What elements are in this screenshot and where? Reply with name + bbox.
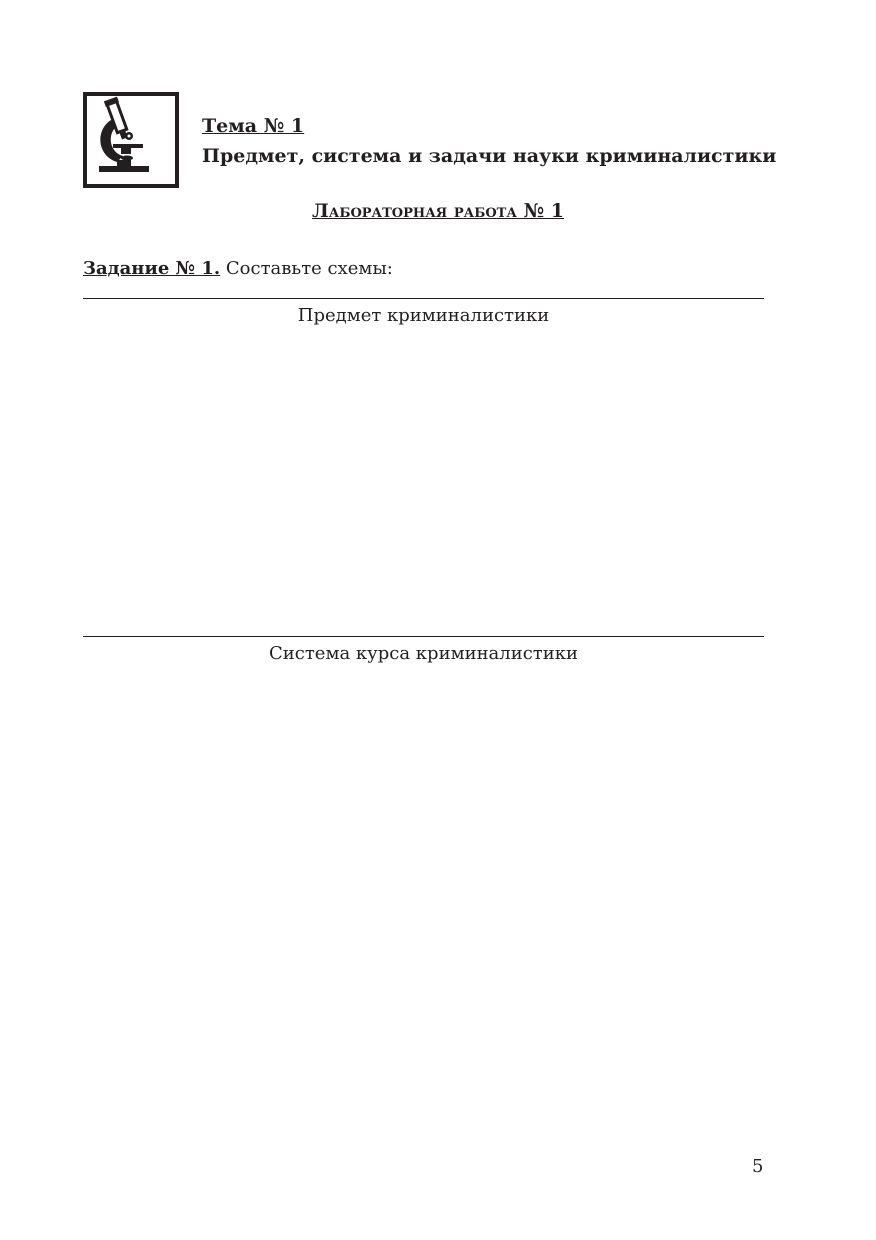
task-text: Составьте схемы:	[225, 258, 393, 279]
topic-title: Предмет, система и задачи науки криминалистики	[202, 145, 777, 167]
microscope-drawing	[87, 96, 175, 184]
task-line	[83, 257, 393, 281]
microscope-icon	[83, 92, 179, 188]
topic-heading	[202, 111, 776, 171]
section-caption: Система курса криминалистики	[268, 643, 579, 664]
divider-line	[83, 636, 764, 637]
topic-number: Тема № 1	[202, 115, 305, 137]
lab-title	[0, 198, 876, 224]
lab-title-text: Лабораторная работа № 1	[311, 200, 565, 222]
page-number: 5	[752, 1156, 764, 1177]
divider-line	[83, 298, 764, 299]
task-label: Задание № 1.	[83, 258, 221, 279]
section-caption: Предмет криминалистики	[297, 305, 550, 326]
